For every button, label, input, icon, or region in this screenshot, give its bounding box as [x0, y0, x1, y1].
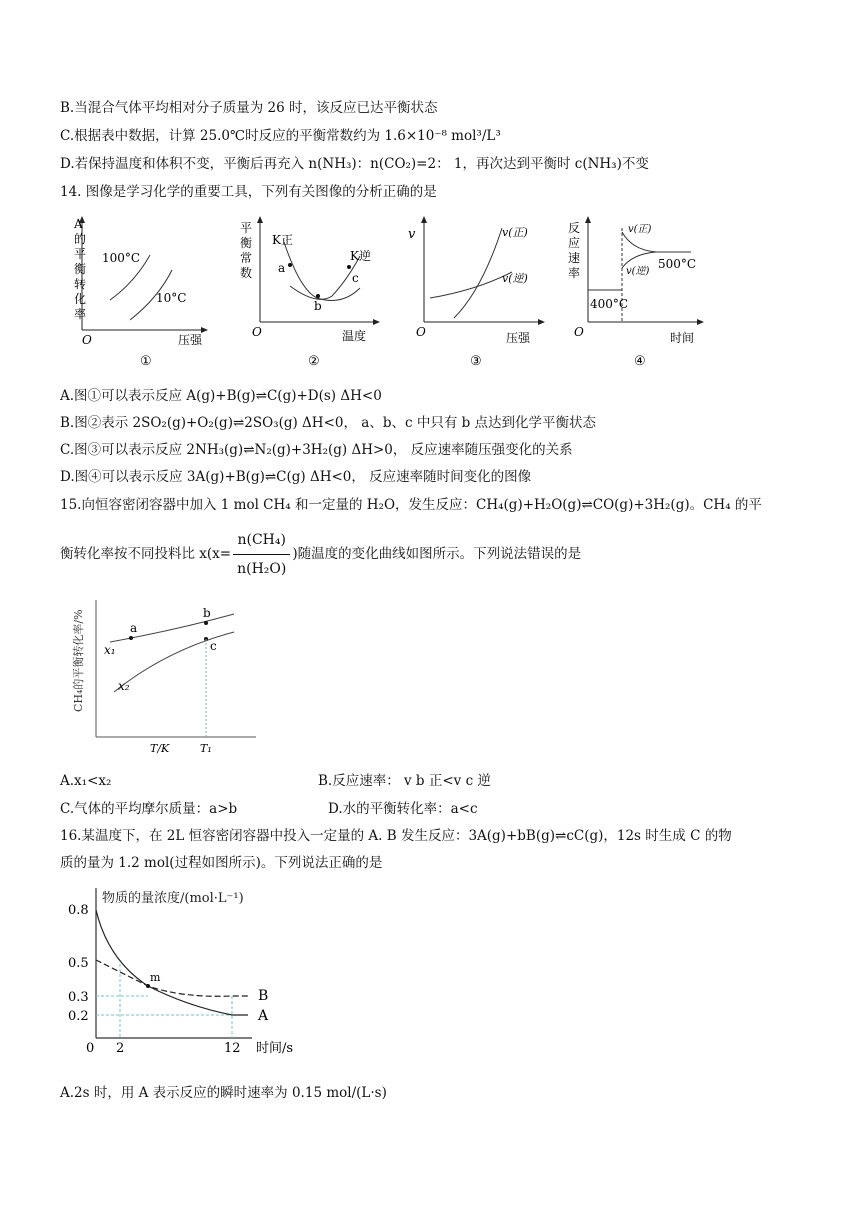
q15-label-b: b	[203, 606, 211, 620]
q14-figure-1	[60, 210, 220, 370]
fig4-ylabel-0: 反	[568, 221, 581, 235]
q13-option-c: C.根据表中数据，计算 25.0℃时反应的平衡常数约为 1.6×10⁻⁸ mol³/L³	[60, 128, 501, 144]
q15-label-x2: x₂	[118, 679, 130, 693]
fig2-label-k-fwd: K正	[272, 233, 293, 247]
fig2-point-a	[288, 263, 292, 267]
fig4-ylabel-3: 率	[568, 266, 581, 280]
fig1-label-10c: 10°C	[156, 291, 187, 305]
q16-xlabel: 时间/s	[256, 1041, 294, 1056]
q15-xlabel: T/K	[150, 742, 170, 755]
q14-option-a: A.图①可以表示反应 A(g)+B(g)⇌C(g)+D(s) ΔH<0	[60, 388, 382, 404]
q16-option-a: A.2s 时，用 A 表示反应的瞬时速率为 0.15 mol/(L·s)	[60, 1085, 387, 1101]
q14-option-b: B.图②表示 2SO₂(g)+O₂(g)⇌2SO₃(g) ΔH<0， a、b、c 中只有 b 点达到化学平衡状态	[60, 415, 597, 431]
fig1-ylabel-2: 平	[74, 247, 87, 261]
q15-label-c: c	[210, 639, 217, 653]
q16-tick-0.3: 0.3	[68, 990, 89, 1005]
q16-curve-a	[96, 910, 248, 1015]
fig1-ylabel-5: 化	[74, 292, 87, 306]
q16-label-m: m	[150, 971, 161, 984]
q16-tick-2: 2	[116, 1041, 125, 1056]
q15-stem-post: )随温度的变化曲线如图所示。下列说法错误的是	[292, 546, 582, 562]
q15-option-c: C.气体的平均摩尔质量：a>b	[60, 801, 238, 817]
fig1-ylabel-4: 转	[74, 277, 87, 291]
fig2-ylabel-0: 平	[240, 221, 253, 235]
fig2-xlabel: 温度	[342, 329, 367, 343]
q16-label-a: A	[258, 1008, 269, 1024]
q16-label-b: B	[258, 988, 269, 1004]
q15-point-b	[204, 621, 208, 625]
fig4-number: ④	[634, 354, 646, 369]
fig1-ylabel-3: 衡	[74, 262, 87, 276]
fig4-ylabel-1: 应	[568, 236, 581, 250]
fig2-point-c	[347, 265, 351, 269]
q15-option-b: B.反应速率： v b 正<v c 逆	[318, 773, 491, 789]
fig2-curve-k-fwd	[284, 242, 360, 300]
fig4-label-v-fwd: v(正)	[628, 224, 652, 235]
q15-option-a: A.x₁<x₂	[60, 773, 112, 789]
fig2-ylabel-1: 衡	[240, 236, 253, 250]
q16-tick-0.8: 0.8	[68, 903, 89, 918]
q16-stem-line1: 16.某温度下，在 2L 恒容密闭容器中投入一定量的 A. B 发生反应：3A(g)+bB(g)⇌cC(g)，12s 时生成 C 的物	[60, 828, 732, 844]
fig4-label-500c: 500°C	[658, 257, 697, 271]
q15-stem-pre: 衡转化率按不同投料比 x(x=	[60, 546, 232, 562]
q15-point-a	[129, 636, 133, 640]
fig4-ylabel-2: 速	[568, 251, 581, 265]
fig2-label-k-rev: K逆	[350, 249, 371, 263]
fig4-xlabel: 时间	[670, 331, 695, 345]
fig4-curve-v-fwd	[622, 232, 691, 252]
fig1-xlabel: 压强	[178, 333, 203, 347]
fig4-origin: O	[574, 325, 584, 339]
fig1-ylabel-6: 率	[74, 307, 87, 321]
q16-curve-b	[96, 960, 248, 996]
q15-label-t1: T₁	[200, 742, 212, 755]
fig4-label-v-rev: v(逆)	[626, 266, 650, 277]
fig3-number: ③	[470, 354, 482, 369]
fig2-origin: O	[252, 325, 262, 339]
q15-ylabel: CH₄的平衡转化率/%	[72, 609, 85, 712]
fig2-point-b	[316, 294, 320, 298]
fig3-curve-v-fwd	[454, 228, 502, 318]
fig3-curve-v-rev	[430, 272, 512, 298]
q13-option-d: D.若保持温度和体积不变，平衡后再充入 n(NH₃)：n(CO₂)=2： 1，再次达到平衡时 c(NH₃)不变	[60, 156, 649, 172]
q16-stem-line2: 质的量为 1.2 mol(过程如图所示)。下列说法正确的是	[60, 855, 383, 871]
q14-stem: 14. 图像是学习化学的重要工具，下列有关图像的分析正确的是	[60, 184, 437, 200]
fig1-origin: O	[82, 333, 92, 347]
fig2-label-a: a	[278, 261, 286, 275]
fig1-label-100c: 100°C	[102, 251, 141, 265]
q14-figure-2	[232, 210, 392, 370]
q14-option-d: D.图④可以表示反应 3A(g)+B(g)⇌C(g) ΔH<0， 反应速率随时间变化的图像	[60, 469, 532, 485]
fig2-label-c: c	[352, 271, 359, 285]
fig3-xlabel: 压强	[506, 331, 531, 345]
fig3-ylabel: v	[408, 227, 416, 242]
q16-tick-12: 12	[224, 1041, 241, 1056]
fig3-label-v-fwd: v(正)	[502, 226, 528, 239]
q16-tick-0.5: 0.5	[68, 956, 89, 971]
fig2-label-b: b	[314, 299, 322, 313]
q15-label-a: a	[130, 621, 138, 635]
q16-figure	[62, 880, 322, 1070]
q15-frac-num: n(CH₄)	[233, 526, 290, 555]
q16-tick-0.2: 0.2	[68, 1009, 89, 1024]
q15-figure	[66, 592, 266, 760]
q14-option-c: C.图③可以表示反应 2NH₃(g)⇌N₂(g)+3H₂(g) ΔH>0， 反应速率随压强变化的关系	[60, 442, 573, 458]
fig1-ylabel-1: 的	[74, 232, 87, 246]
q14-figure-3	[402, 210, 562, 370]
fig3-origin: O	[416, 325, 426, 339]
q15-stem-line2	[60, 526, 581, 583]
q15-label-x1: x₁	[104, 643, 116, 657]
q16-point-m	[146, 984, 150, 988]
fig2-ylabel-2: 常	[240, 251, 253, 265]
fig4-label-400c: 400°C	[590, 297, 629, 311]
fig1-number: ①	[140, 354, 152, 369]
fig2-ylabel-3: 数	[240, 266, 253, 280]
q13-option-b: B.当混合气体平均相对分子质量为 26 时，该反应已达平衡状态	[60, 100, 438, 116]
q15-option-d: D.水的平衡转化率：a<c	[328, 801, 478, 817]
q16-origin: 0	[86, 1041, 95, 1056]
q16-ylabel: 物质的量浓度/(mol·L⁻¹)	[102, 891, 244, 906]
fig3-label-v-rev: v(逆)	[502, 272, 528, 285]
q15-ratio-fraction	[233, 526, 290, 583]
q14-figure-4	[566, 210, 726, 370]
q15-stem-line1: 15.向恒容密闭容器中加入 1 mol CH₄ 和一定量的 H₂O，发生反应：CH₄(g)+H₂O(g)⇌CO(g)+3H₂(g)。CH₄ 的平	[60, 497, 762, 513]
q15-frac-den: n(H₂O)	[237, 561, 287, 577]
fig2-number: ②	[308, 354, 320, 369]
fig1-ylabel-0: A	[74, 217, 83, 231]
